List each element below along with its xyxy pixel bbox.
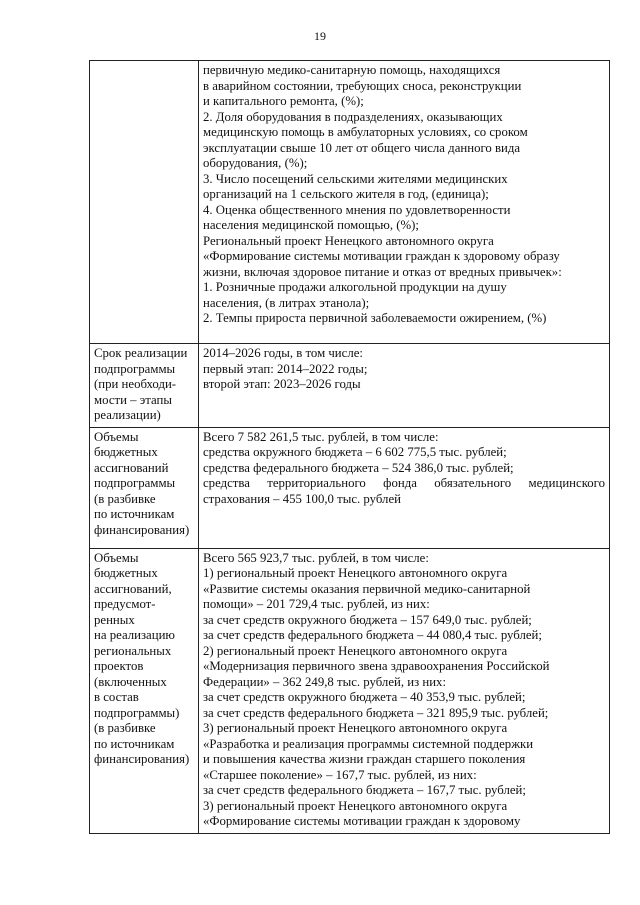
label-line: на реализацию (94, 628, 175, 642)
text-line: 3) региональный проект Ненецкого автономного округа (203, 721, 508, 735)
row-label (90, 61, 199, 344)
text-line: 3) региональный проект Ненецкого автономного округа (203, 798, 508, 813)
text-line: 2. Доля оборудования в подразделениях, оказывающих (203, 109, 503, 124)
text-line: 2) региональный проект Ненецкого автономного округа (203, 643, 508, 658)
text-line: населения медицинской помощью, (%); (203, 218, 419, 232)
text-line: жизни, включая здоровое питание и отказ от вредных привычек»: (203, 264, 562, 279)
text-line: Региональный проект Ненецкого автономного округа (203, 233, 494, 248)
label-line: (при необходи- (94, 377, 177, 391)
page-number: 19 (314, 29, 326, 43)
text-line: и капитального ремонта, (%); (203, 94, 364, 108)
label-line: бюджетных (94, 445, 158, 459)
text-line: Федерации» – 362 249,8 тыс. рублей, из них: (203, 674, 447, 689)
text-line: страхования – 455 100,0 тыс. рублей (203, 491, 401, 506)
label-line: (включенных (94, 674, 167, 689)
label-line: мости – этапы (94, 392, 172, 407)
text-line: 3. Число посещений сельскими жителями медицинских (203, 171, 508, 186)
label-line: финансирования) (94, 752, 190, 766)
text-line: в аварийном состоянии, требующих сноса, реконструкции (203, 78, 522, 93)
row-content (199, 344, 610, 428)
label-line: в состав (94, 690, 139, 704)
text-line: 2014–2026 годы, в том числе: (203, 346, 363, 360)
text-line: за счет средств окружного бюджета – 157 649,0 тыс. рублей; (203, 612, 532, 627)
label-line: реализации) (94, 408, 161, 422)
text-line: эксплуатации свыше 10 лет от общего числа данного вида (203, 140, 521, 155)
text-line: 1. Розничные продажи алкогольной продукции на душу (203, 280, 507, 294)
label-line: подпрограммы (94, 476, 176, 490)
label-line: Объемы (94, 429, 139, 444)
table-row-regional-projects (90, 548, 610, 833)
text-line: Всего 7 582 261,5 тыс. рублей, в том числе: (203, 429, 439, 444)
text-line: за счет средств федерального бюджета – 44 080,4 тыс. рублей; (203, 628, 542, 642)
text-line: 2. Темпы прироста первичной заболеваемости ожирением, (%) (203, 311, 547, 325)
label-line: финансирования) (94, 522, 190, 537)
text-line: первичную медико-санитарную помощь, находящихся (203, 63, 501, 77)
label-line: (в разбивке (94, 491, 156, 506)
label-line: проектов (94, 659, 144, 673)
label-line: по источникам (94, 736, 175, 751)
label-line: предусмот- (94, 597, 156, 611)
text-line: средства окружного бюджета – 6 602 775,5 тыс. рублей; (203, 445, 507, 459)
row-label (90, 548, 199, 833)
text-line: средства федерального бюджета – 524 386,0 тыс. рублей; (203, 460, 514, 475)
text-line: первый этап: 2014–2022 годы; (203, 361, 368, 376)
text-line: «Формирование системы мотивации граждан к здоровому (203, 814, 521, 828)
row-label (90, 427, 199, 548)
text-line: «Старшее поколение» – 167,7 тыс. рублей, из них: (203, 767, 477, 782)
label-line: ассигнований (94, 460, 169, 475)
text-line: «Формирование системы мотивации граждан к здоровому образу (203, 249, 560, 263)
label-line: ренных (94, 612, 135, 627)
text-line: оборудования, (%); (203, 156, 308, 170)
label-line: (в разбивке (94, 721, 156, 735)
row-content (199, 61, 610, 344)
label-line: Объемы (94, 550, 139, 565)
text-line: за счет средств окружного бюджета – 40 353,9 тыс. рублей; (203, 690, 526, 704)
label-line: ассигнований, (94, 581, 172, 596)
label-line: по источникам (94, 507, 175, 521)
table-row-continuation (90, 61, 610, 344)
text-line: «Разработка и реализация программы системной поддержки (203, 736, 534, 751)
table-row-implementation-period (90, 344, 610, 428)
text-line: населения, (в литрах этанола); (203, 295, 370, 310)
text-line: медицинскую помощь в амбулаторных условиях, со сроком (203, 125, 528, 139)
label-line: региональных (94, 643, 172, 658)
row-content (199, 427, 610, 548)
text-line: организаций на 1 сельского жителя в год, (единица); (203, 187, 489, 201)
text-line: 4. Оценка общественного мнения по удовлетворенности (203, 202, 511, 217)
row-label (90, 344, 199, 428)
text-line: средства территориального фонда обязательного медицинского (203, 476, 605, 490)
row-content (199, 548, 610, 833)
table-row-budget-allocations (90, 427, 610, 548)
text-line: за счет средств федерального бюджета – 167,7 тыс. рублей; (203, 783, 526, 797)
text-line: «Модернизация первичного звена здравоохранения Российской (203, 659, 550, 673)
label-line: подпрограммы (94, 361, 176, 376)
text-line: 1) региональный проект Ненецкого автономного округа (203, 566, 508, 580)
label-line: бюджетных (94, 566, 158, 580)
text-line: второй этап: 2023–2026 годы (203, 377, 361, 391)
label-line: подпрограммы) (94, 705, 180, 720)
text-line: за счет средств федерального бюджета – 321 895,9 тыс. рублей; (203, 705, 549, 720)
text-line: «Развитие системы оказания первичной медико-санитарной (203, 581, 531, 596)
text-line: Всего 565 923,7 тыс. рублей, в том числе: (203, 550, 429, 565)
text-line: помощи» – 201 729,4 тыс. рублей, из них: (203, 597, 430, 611)
text-line: и повышения качества жизни граждан старшего поколения (203, 752, 526, 766)
passport-table (89, 60, 610, 834)
label-line: Срок реализации (94, 346, 188, 360)
